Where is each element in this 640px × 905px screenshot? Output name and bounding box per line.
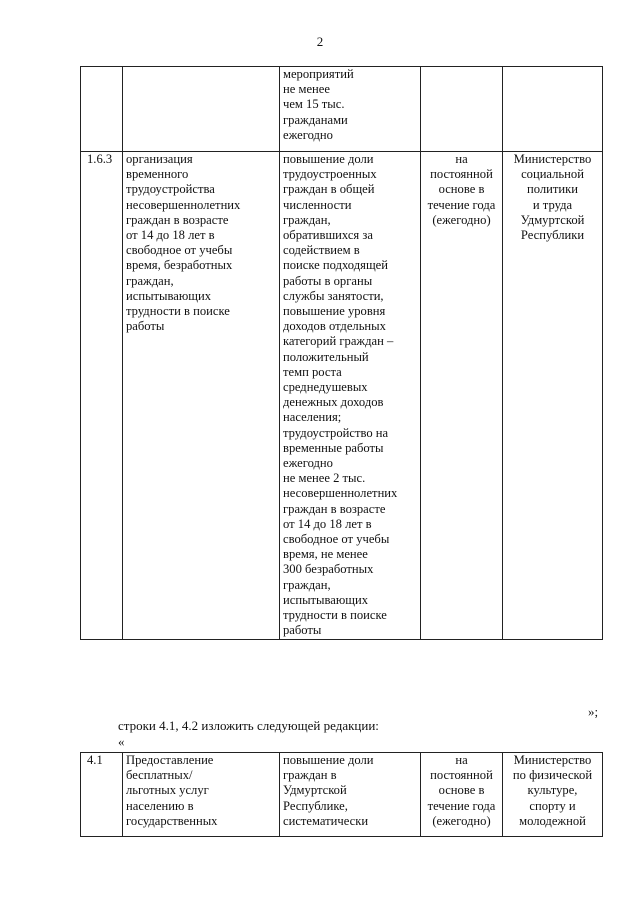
table-row	[81, 67, 603, 152]
row-number-cell	[81, 152, 123, 640]
cell-line: льготных услуг	[126, 783, 209, 798]
cell-line: государственных	[126, 813, 218, 828]
cell-line: не менее	[283, 82, 330, 97]
result-cell	[280, 67, 421, 152]
cell-line: 300 безработных	[283, 562, 374, 577]
cell-line: на	[455, 152, 468, 166]
cell-line: мероприятий	[283, 67, 354, 81]
period-cell	[421, 67, 503, 152]
measure-cell	[123, 67, 280, 152]
cell-line: граждан в возрасте	[283, 501, 386, 516]
row-number-cell	[81, 67, 123, 152]
closing-quote-mark: »;	[588, 704, 599, 719]
cell-line: работы	[283, 623, 322, 638]
cell-line: молодежной	[519, 813, 586, 828]
amendment-intro-text: строки 4.1, 4.2 изложить следующей редакции:	[118, 718, 379, 733]
cell-line: и труда	[532, 197, 573, 212]
cell-line: содействием в	[283, 243, 360, 258]
cell-line: чем 15 тыс.	[283, 97, 345, 112]
cell-line: категорий граждан –	[283, 334, 394, 349]
cell-line: Предоставление	[126, 753, 214, 767]
cell-line: Республике,	[283, 798, 348, 813]
table-row	[81, 152, 603, 640]
cell-line: повышение доли	[283, 152, 374, 166]
cell-line: трудоустройства	[126, 182, 215, 197]
cell-line: населения;	[283, 410, 342, 425]
cell-line: организация	[126, 152, 193, 166]
cell-line: течение года	[427, 197, 496, 212]
executor-cell	[503, 152, 603, 640]
cell-line: граждан в возрасте	[126, 212, 229, 227]
cell-line: постоянной	[430, 167, 493, 182]
measures-table-new-rows	[80, 752, 603, 837]
cell-line: положительный	[283, 349, 369, 364]
cell-line: испытывающих	[126, 288, 212, 303]
cell-line: повышение уровня	[283, 304, 386, 319]
table2-body	[81, 753, 603, 837]
cell-line: обратившихся за	[283, 228, 373, 243]
cell-line: граждан,	[283, 577, 331, 592]
cell-line: среднедушевых	[283, 380, 368, 395]
cell-line: несовершеннолетних	[126, 197, 241, 212]
result-cell	[280, 753, 421, 837]
cell-line: граждан в	[283, 768, 337, 783]
cell-line: 4.1	[87, 753, 103, 767]
cell-line: политики	[527, 182, 578, 197]
cell-line: ежегодно	[283, 127, 333, 142]
opening-quote-mark: «	[118, 734, 125, 749]
cell-line: трудоустройство на	[283, 425, 389, 440]
cell-line: повышение доли	[283, 753, 374, 767]
cell-line: временного	[126, 167, 189, 182]
cell-line: службы занятости,	[283, 288, 384, 303]
cell-line: по физической	[512, 768, 593, 783]
cell-line: не менее 2 тыс.	[283, 471, 366, 486]
cell-line: спорту и	[529, 798, 576, 813]
cell-line: (ежегодно)	[432, 813, 491, 828]
cell-line: от 14 до 18 лет в	[126, 228, 215, 243]
table1-body	[81, 67, 603, 640]
cell-line: временные работы	[283, 440, 384, 455]
cell-line: систематически	[283, 813, 369, 828]
cell-line: (ежегодно)	[432, 212, 491, 227]
cell-line: трудоустроенных	[283, 167, 377, 182]
cell-line: культуре,	[527, 783, 578, 798]
cell-line: время, безработных	[126, 258, 233, 273]
row-number-cell	[81, 753, 123, 837]
cell-line: доходов отдельных	[283, 319, 386, 334]
table-row	[81, 753, 603, 837]
cell-line: поиске подходящей	[283, 258, 388, 273]
cell-line: основе в	[438, 182, 485, 197]
measure-cell	[123, 152, 280, 640]
cell-line: трудности в поиске	[283, 608, 387, 623]
cell-line: трудности в поиске	[126, 304, 230, 319]
cell-line: бесплатных/	[126, 768, 193, 783]
cell-line: денежных доходов	[283, 395, 384, 410]
cell-line: населению в	[126, 798, 194, 813]
cell-line: время, не менее	[283, 547, 368, 562]
period-cell	[421, 152, 503, 640]
cell-line: гражданами	[283, 112, 348, 127]
period-cell	[421, 753, 503, 837]
cell-line: темп роста	[283, 364, 342, 379]
measures-table-continued	[80, 66, 603, 640]
cell-line: Министерство	[513, 152, 592, 166]
cell-line: Удмуртской	[520, 212, 585, 227]
cell-line: испытывающих	[283, 592, 369, 607]
cell-line: несовершеннолетних	[283, 486, 398, 501]
cell-line: свободное от учебы	[126, 243, 233, 258]
cell-line: граждан в общей	[283, 182, 375, 197]
cell-line: на	[455, 753, 468, 767]
cell-line: граждан,	[126, 273, 174, 288]
cell-line: Республики	[520, 228, 585, 243]
cell-line: Удмуртской	[283, 783, 347, 798]
cell-line: работы	[126, 319, 165, 334]
cell-line: работы в органы	[283, 273, 373, 288]
executor-cell	[503, 753, 603, 837]
result-cell	[280, 152, 421, 640]
cell-line: 1.6.3	[87, 152, 113, 166]
cell-line: основе в	[438, 783, 485, 798]
cell-line: свободное от учебы	[283, 532, 390, 547]
cell-line: течение года	[427, 798, 496, 813]
cell-line: численности	[283, 197, 352, 212]
cell-line: граждан,	[283, 212, 331, 227]
cell-line: от 14 до 18 лет в	[283, 516, 372, 531]
cell-line: ежегодно	[283, 456, 333, 471]
page-number: 2	[316, 34, 324, 49]
executor-cell	[503, 67, 603, 152]
cell-line: Министерство	[513, 753, 592, 767]
cell-line: постоянной	[430, 768, 493, 783]
cell-line: социальной	[521, 167, 584, 182]
measure-cell	[123, 753, 280, 837]
